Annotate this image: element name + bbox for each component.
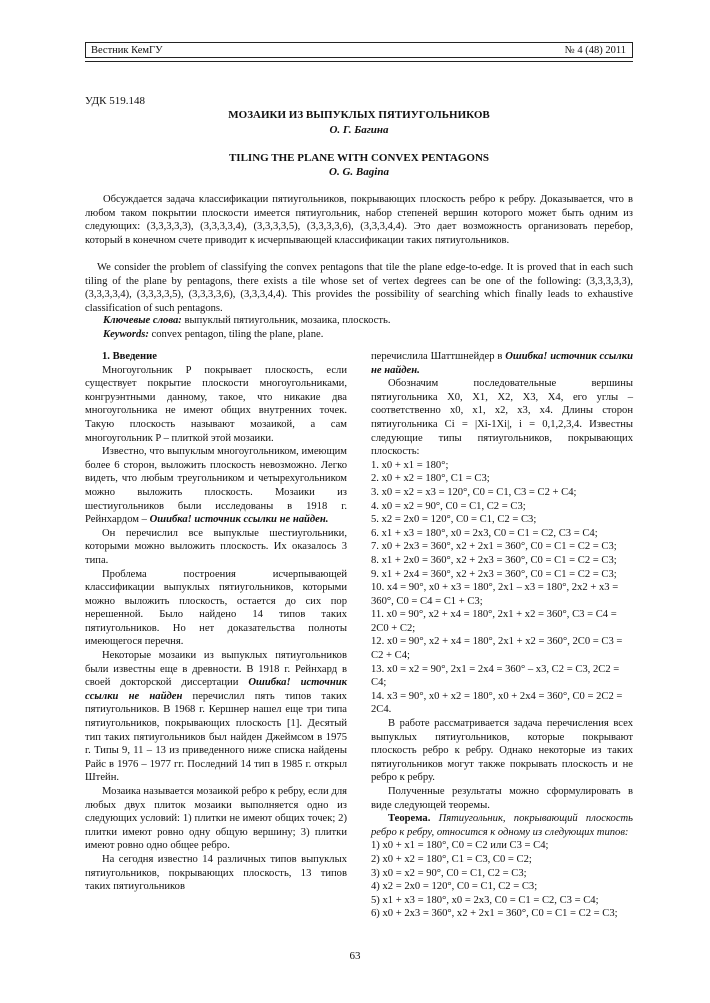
title-en: TILING THE PLANE WITH CONVEX PENTAGONS <box>228 152 490 164</box>
paragraph: Полученные результаты можно сформулировать в виде следующей теоремы. <box>371 786 633 811</box>
list-item: 5) x1 + x3 = 180°, x0 = 2x3, C0 = C1 = C2, C3 = C4; <box>371 894 599 906</box>
list-item: 5. x2 = 2x0 = 120°, C0 = C1, C2 = C3; <box>371 514 537 526</box>
list-item: 1) x0 + x1 = 180°, C0 = C2 или C3 = C4; <box>371 840 549 852</box>
citation-error: Ошибка! источник ссылки не найден. <box>149 514 329 526</box>
paragraph-text: Известно, что выпуклым многоугольником, имеющим более 6 сторон, выложить плоскость невозможно. Легко видеть, что любым треугольником и четырехугольником можно выложить плоскость. Мозаики из шестиугольников были исследованы в 1918 г. Рейнхардом – <box>85 446 347 526</box>
udc-code: УДК 519.148 <box>85 95 146 107</box>
list-item: 10. x4 = 90°, x0 + x3 = 180°, 2x1 – x3 = 180°, 2x2 + x3 = 360°, C0 = C4 = C1 + C3; <box>371 582 619 607</box>
author-ru: О. Г. Багина <box>329 124 389 136</box>
issue-number: № 4 (48) 2011 <box>564 45 626 56</box>
list-item: 13. x0 = x2 = 90°, 2x1 = 2x4 = 360° – x3, C2 = C3, 2C2 = C4; <box>371 663 620 689</box>
paragraph: Многоугольник P покрывает плоскость, если существует покрытие плоскости многоугольниками, конгруэнтными данному, такое, что никакие два многоугольника не имеют общих внутренних точек. Такую плоскость называют мозаикой, а сам многоугольник P – плиткой этой мозаики. <box>85 364 347 444</box>
section-heading: 1. Введение <box>102 351 157 362</box>
header-rule <box>85 61 633 62</box>
list-item: 8. x1 + 2x0 = 360°, x2 + 2x3 = 360°, C0 = C1 = C2 = C3; <box>371 554 617 566</box>
list-item: 4. x0 = x2 = 90°, C0 = C1, C2 = C3; <box>371 500 526 512</box>
keywords-ru-label: Ключевые слова: <box>103 315 182 326</box>
paragraph: Он перечислил все выпуклые шестиугольники, которыми можно выложить плоскость. Их оказалось 3 типа. <box>85 527 347 566</box>
list-item: 6. x1 + x3 = 180°, x0 = 2x3, C0 = C1 = C2, C3 = C4; <box>371 527 598 539</box>
author-en: O. G. Bagina <box>329 166 389 178</box>
list-item: 3. x0 = x2 = x3 = 120°, C0 = C1, C3 = C2 + C4; <box>371 486 577 498</box>
journal-name: Вестник КемГУ <box>91 45 163 56</box>
list-item: 7. x0 + 2x3 = 360°, x2 + 2x1 = 360°, C0 = C1 = C2 = C3; <box>371 541 617 553</box>
list-item: 6) x0 + 2x3 = 360°, x2 + 2x1 = 360°, C0 = C1 = C2 = C3; <box>371 908 618 920</box>
list-item: 12. x0 = 90°, x2 + x4 = 180°, 2x1 + x2 = 360°, 2C0 = C3 = C2 + C4; <box>371 636 623 662</box>
paragraph: На сегодня известно 14 различных типов выпуклых пятиугольников, покрывающих плоскость, 13 типов таких пятиугольников <box>85 853 347 893</box>
keywords-en-label: Keywords: <box>103 329 149 340</box>
paragraph <box>85 649 347 785</box>
list-item: 2. x0 + x2 = 180°, C1 = C3; <box>371 473 490 485</box>
citation-error: Ошибка! источник ссылки не найден <box>85 677 348 702</box>
list-item: 14. x3 = 90°, x0 + x2 = 180°, x0 + 2x4 = 360°, C0 = 2C2 = 2C4. <box>371 690 623 716</box>
keywords-en-text: convex pentagon, tiling the plane, plane. <box>148 329 324 340</box>
paragraph-text: перечислил пять типов таких пятиугольников. В 1968 г. Кершнер нашел еще три типа пятиугольников, покрывающих плоскость [1]. Десятый тип таких пятиугольников был найден Джеймсом в 1975 г. Типы 9, 11 – 13 из приведенного ниже списка найдены Райс в 1976 – 1977 гг. Последний 14 тип в 1985 г. открыл Штейн. <box>85 690 347 784</box>
right-column <box>371 350 633 921</box>
paragraph <box>85 445 347 527</box>
list-item: 2) x0 + x2 = 180°, C1 = C3, C0 = C2; <box>371 853 532 865</box>
paragraph: Проблема построения исчерпывающей классификации выпуклых пятиугольников, которыми можно выложить плоскость, остается до сих пор нерешенной. Было найдено 14 типов таких пятиугольников. Но нет доказательства полноты имеющегося перечня. <box>85 568 347 648</box>
page-number: 63 <box>349 950 361 962</box>
list-item: 3) x0 = x2 = 90°, C0 = C1, C2 = C3; <box>371 867 527 879</box>
list-item: 4) x2 = 2x0 = 120°, C0 = C1, C2 = C3; <box>371 881 538 893</box>
keywords-ru-text: выпуклый пятиугольник, мозаика, плоскость. <box>181 315 391 326</box>
paragraph-text: перечислила Шаттшнейдер в <box>371 351 506 362</box>
citation-error: Ошибка! источник ссылки не найден. <box>371 351 633 376</box>
paragraph: Обозначим последовательные вершины пятиугольника X0, X1, X2, X3, X4, его углы – соответственно x0, x1, x2, x3, x4. Длины сторон пятиугольника Ci = |Xi-1Xi|, i = 0,1,2,3,4. Известны следующие типы пятиугольников, покрывающих плоскость: <box>371 378 633 458</box>
theorem <box>371 812 633 839</box>
abstract-en: We consider the problem of classifying the convex pentagons that tile the plane edge-to-edge. It is proved that in each such tiling of the plane by pentagons, there exists a tile whose set of vertex degrees can be one of the following: (3,3,3,3,3), (3,3,3,3,4), (3,3,3,3,5), (3,3,3,3,6), (3,3,3,4,4). This provides the possibility of searching which finally leads to exhaustive classification of such pentagons. <box>85 262 633 314</box>
paragraph-text: Некоторые мозаики из выпуклых пятиугольников были известны еще в древности. В 1918 г. Рейнхард в своей докторской диссертации <box>85 650 347 689</box>
abstract-ru: Обсуждается задача классификации пятиугольников, покрывающих плоскость ребро к ребру. Доказывается, что в любом таком покрытии плоскости имеется пятиугольник, набор степеней вершин которого может быть одним из следующих: (3,3,3,3,3), (3,3,3,3,4), (3,3,3,3,5), (3,3,3,3,6), (3,3,3,4,4). Это дает возможность организовать перебор, который в конечном счете приводит к исчерпывающей классификации таких пятиугольников. <box>85 194 633 246</box>
list-item: 9. x1 + 2x4 = 360°, x2 + 2x3 = 360°, C0 = C1 = C2 = C3; <box>371 568 617 580</box>
paragraph: Мозаика называется мозаикой ребро к ребру, если для любых двух плиток мозаики выполняется одно из следующих условий: 1) плитки не имеют общих точек; 2) плитки имеют ровно одну общую вершину; 3) плитки имеют ровно одно общее ребро. <box>85 786 347 852</box>
keywords-en <box>103 328 633 342</box>
list-item: 11. x0 = 90°, x2 + x4 = 180°, 2x1 + x2 = 360°, C3 = C4 = 2C0 + C2; <box>371 609 617 634</box>
theorem-label: Теорема. <box>388 813 431 825</box>
journal-header <box>85 42 633 58</box>
paragraph: В работе рассматривается задача перечисления всех выпуклых пятиугольников, которые покрывают плоскость ребро к ребру. Однако некоторые из таких пятиугольников могут также покрывать плоскость и не ребро к ребру. <box>371 718 633 784</box>
theorem-types-list <box>371 839 633 921</box>
list-item: 1. x0 + x1 = 180°; <box>371 459 449 471</box>
theorem-text: Пятиугольник, покрывающий плоскость ребро к ребру, относится к одному из следующих типов: <box>371 813 633 838</box>
left-column <box>85 350 347 894</box>
pentagon-types-list <box>371 459 633 717</box>
keywords-ru <box>103 314 633 328</box>
paragraph <box>371 350 633 377</box>
title-ru: МОЗАИКИ ИЗ ВЫПУКЛЫХ ПЯТИУГОЛЬНИКОВ <box>228 109 490 121</box>
